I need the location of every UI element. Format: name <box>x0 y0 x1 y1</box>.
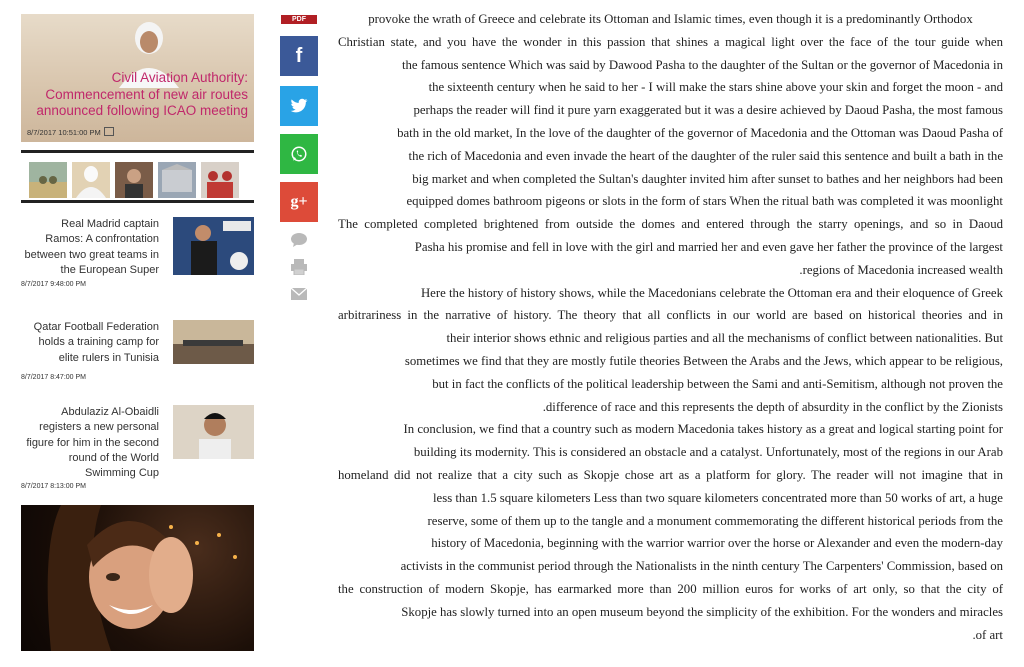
article-line: Christian state, and you have the wonder in this passion that shines a magical light over the face of the tour guide when <box>338 34 1003 49</box>
news-item-date: 8/7/2017 9:48:00 PM <box>21 281 86 288</box>
comment-icon[interactable] <box>290 232 308 248</box>
news-item-title[interactable]: Abdulaziz Al-Obaidli registers a new personal figure for him in the second round of the World Swimming Cup <box>26 406 159 480</box>
article-line: Pasha his promise and fell in love with the girl and married her and even gave her father the province of the largest <box>414 239 1003 254</box>
article-line: In conclusion, we find that a country such as modern Macedonia takes history as a great and logical starting point for <box>403 422 1003 437</box>
article-line: Here the history of history shows, while the Macedonians celebrate the Ottoman era and their eloquence of Greek <box>420 285 1003 300</box>
email-icon[interactable] <box>290 286 308 302</box>
article-line: the famous sentence Which was said by Dawood Pasha to the daughter of the Sultan or the governor of Macedonia in <box>401 57 1003 72</box>
thumbnail-5[interactable] <box>201 162 239 198</box>
calendar-icon <box>104 127 114 136</box>
article-line: building its modernity. This is considered an obstacle and a catalyst. Unfortunately, most of the regions in our Arab <box>413 445 1003 460</box>
article-line: big market and when completed the Sultan's daughter invited him after sunset to bathes and her neighbors had been <box>412 171 1003 186</box>
print-icon[interactable] <box>290 259 308 275</box>
article-line: less than 1.5 square kilometers Less than two square kilometers concentrated more than 50 works of art, a huge <box>432 490 1003 505</box>
article-line: .of art <box>972 627 1003 642</box>
thumbnail-2[interactable] <box>72 162 110 198</box>
article-line: .difference of race and this represents the depth of absurdity in the conflict by the Zionists <box>542 399 1003 414</box>
article-line: equipped domes bathroom pigeons or slots in the form of stars When the ritual bath was completed it was moonlight <box>406 194 1003 209</box>
article-line: homeland did not realize that a city such as Skopje chose art as a platform for glory. The reader will not imagine that in <box>338 467 1003 482</box>
article-line: reserve, some of them up to the tangle and a monument commemorating the different historical periods from the <box>427 513 1003 528</box>
article-line: the sixteenth century when he said to her - I will make the stars shine above your skin and forget the moon - and <box>428 80 1003 95</box>
news-item-date: 8/7/2017 8:13:00 PM <box>21 483 86 490</box>
news-item-photo[interactable] <box>173 320 254 364</box>
news-item-photo[interactable] <box>173 405 254 459</box>
twitter-share-button[interactable] <box>280 86 318 126</box>
article-line: The completed completed brightened from outside the domes and entered through the starry openings, and so in Daoud <box>338 217 1003 232</box>
thumbnail-4[interactable] <box>158 162 196 198</box>
article-line: history of Macedonia, beginning with the warrior warrior over the horse or Alexander and even the modern-day <box>431 536 1003 551</box>
news-item-title[interactable]: Qatar Football Federation holds a training camp for elite rulers in Tunisia <box>33 321 159 364</box>
news-item-title[interactable]: Real Madrid captain Ramos: A confrontation between two great teams in the European Super <box>24 218 159 276</box>
article-line: activists in the communist period through the Nationalists in the ninth century The Carpenters' Commission, based on <box>400 559 1003 574</box>
article-line: the construction of modern Skopje, has earmarked more than 200 million euros for works of art only, so that the city of <box>338 581 1003 596</box>
article-line: but in fact the conflicts of the political leadership between the Sami and anti-Semitism, although not proven the <box>432 376 1003 391</box>
whatsapp-share-button[interactable] <box>280 134 318 174</box>
featured-story-card[interactable] <box>21 14 254 142</box>
twitter-icon <box>290 98 308 114</box>
article-line: arbitrariness in the narrative of history. The theory that all conflicts in our world are based on historical theories and in <box>338 308 1003 323</box>
news-item-date: 8/7/2017 8:47:00 PM <box>21 374 86 381</box>
article-body <box>338 8 1003 646</box>
article-line: bath in the old market, In the love of the daughter of the governor of Macedonia and the Ottoman was Daoud Pasha of <box>397 125 1003 140</box>
article-line: their interior shows ethnic and religious parties and all the mechanisms of conflict between nationalities. But <box>446 331 1003 346</box>
facebook-icon: f <box>295 44 303 67</box>
news-item-photo[interactable] <box>173 217 254 275</box>
whatsapp-icon <box>290 145 308 163</box>
advertisement-photo <box>21 505 254 651</box>
thumbnail-3[interactable] <box>115 162 153 198</box>
thumbnail-strip <box>21 150 254 203</box>
article-line: .regions of Macedonia increased wealth <box>799 262 1003 277</box>
article-line: Skopje has slowly turned into an open museum beyond the simplicity of the exhibition. For the wonders and miracles <box>401 604 1003 619</box>
article-line: the rich of Macedonia and even invade the heart of the daughter of the ruler said this sentence and built a bath in the <box>408 148 1003 163</box>
facebook-share-button[interactable] <box>280 36 318 76</box>
featured-story-title[interactable]: Civil Aviation Authority: Commencement of new air routes announced following ICAO meeting <box>36 70 248 118</box>
pdf-button[interactable]: PDF <box>281 15 317 24</box>
google-plus-icon: g+ <box>290 193 308 210</box>
article-line: sometimes we find that they are mostly futile theories Between the Arabs and the Jews, which appear to be religious, <box>404 353 1003 368</box>
article-line: perhaps the reader will find it pure yarn exaggerated but it was a desire achieved by Daoud Pasha, the most famous <box>413 103 1003 118</box>
advertisement-image[interactable] <box>21 505 254 651</box>
google-plus-share-button[interactable] <box>280 182 318 222</box>
featured-story-date: 8/7/2017 10:51:00 PM <box>27 127 114 137</box>
article-line: provoke the wrath of Greece and celebrate its Ottoman and Islamic times, even though it is a predominantly Orthodox <box>368 12 973 26</box>
thumbnail-1[interactable] <box>29 162 67 198</box>
